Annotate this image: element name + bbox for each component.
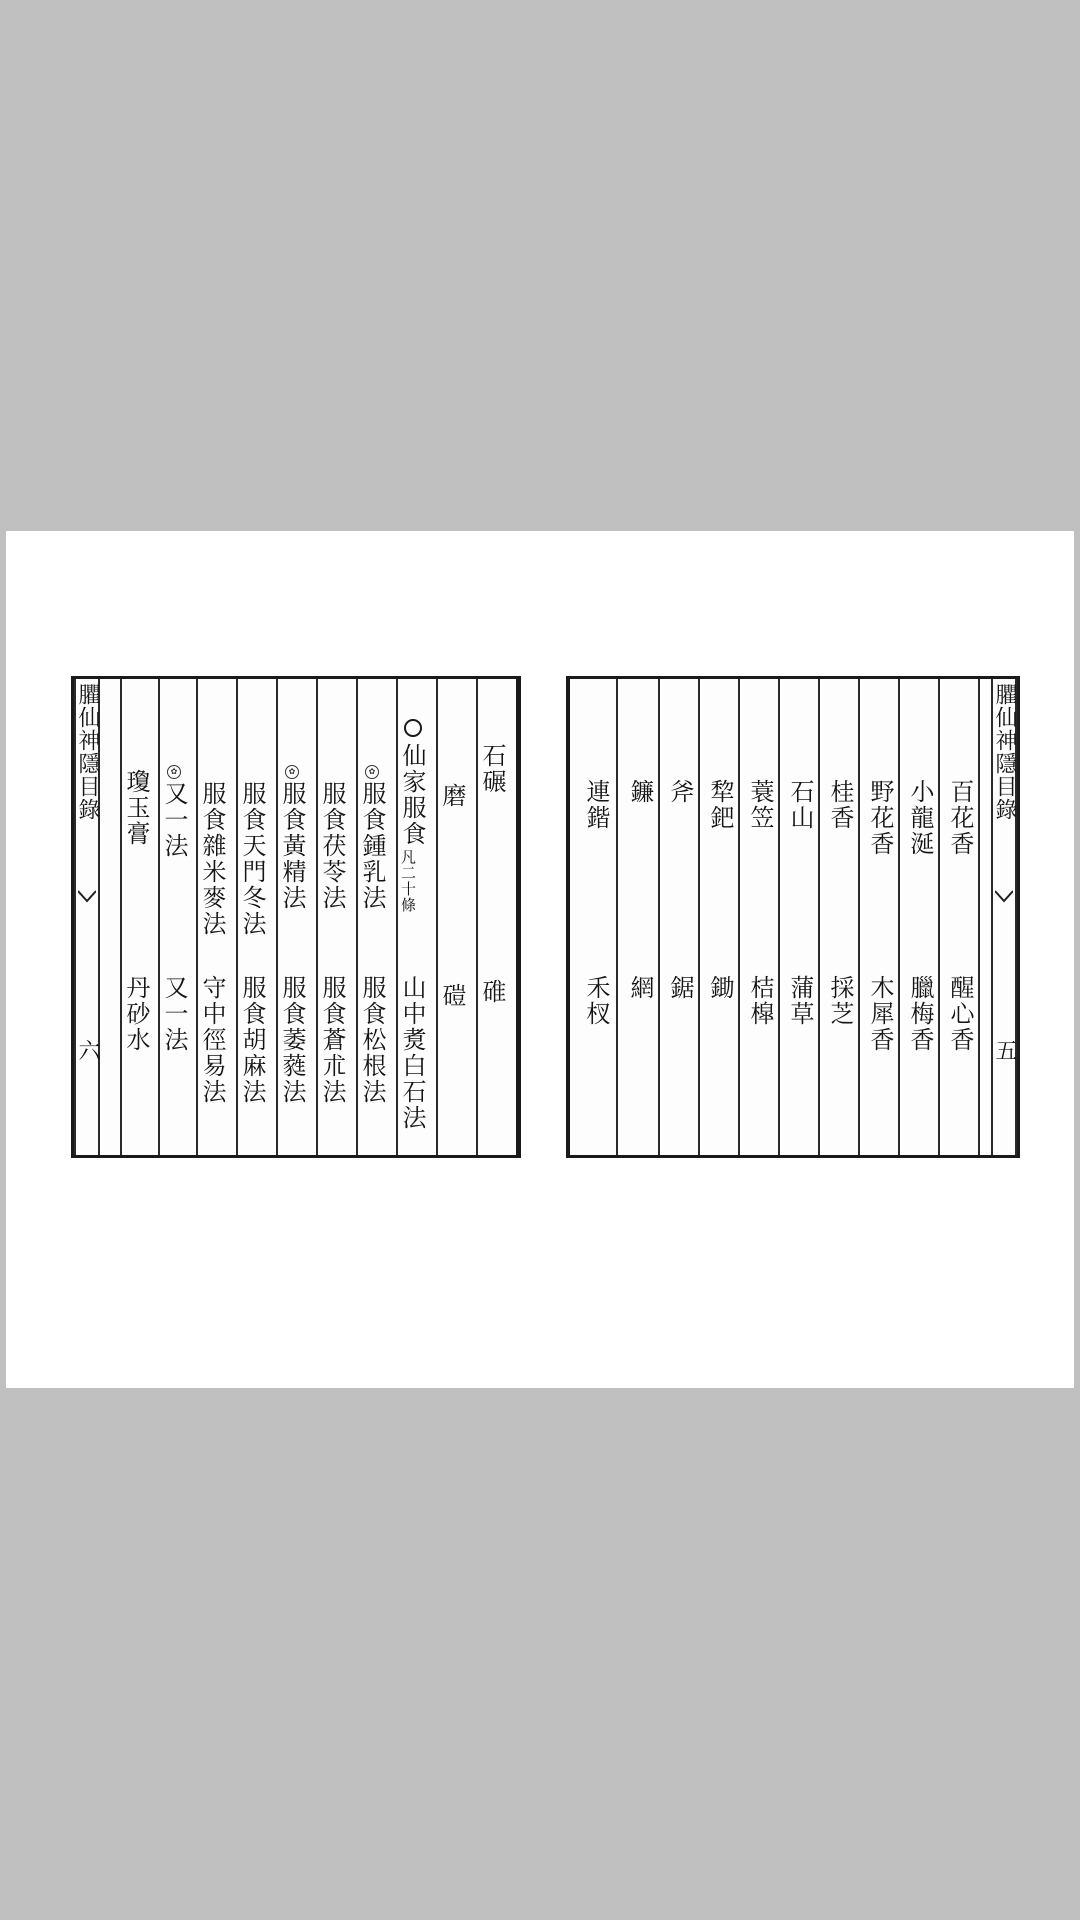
entry-upper: 斧 <box>666 779 694 805</box>
entry-upper: 服食雜米麥法 <box>198 781 226 937</box>
left-page-fold-margin <box>74 679 100 1155</box>
entry-upper: 百花香 <box>946 779 974 857</box>
entry-lower: 又一法 <box>160 975 188 1053</box>
margin-title: 臞仙神隱目錄 <box>992 683 1017 821</box>
right-page-fold-margin <box>991 679 1017 1155</box>
entry-lower: 服食蒼朮法 <box>318 975 346 1105</box>
column-rule <box>858 679 860 1155</box>
column-rule <box>436 679 438 1155</box>
entry-lower: 服食松根法 <box>358 975 386 1105</box>
entry-upper: 野花香 <box>866 779 894 857</box>
entry-upper: 又一法 <box>160 781 188 859</box>
flower-mark: ✿ <box>167 765 181 779</box>
entry-lower: 服食胡麻法 <box>238 975 266 1105</box>
entry-lower: 丹砂水 <box>122 975 150 1053</box>
left-page <box>71 676 521 1158</box>
column-rule <box>658 679 660 1155</box>
entry-lower: 守中徑易法 <box>198 975 226 1105</box>
entry-upper: 服食茯苓法 <box>318 781 346 911</box>
entry-lower: 網 <box>626 975 654 1001</box>
column-rule <box>818 679 820 1155</box>
entry-upper: 連鍇 <box>582 779 610 831</box>
entry-lower: 採芝 <box>826 975 854 1027</box>
entry-lower: 木犀香 <box>866 975 894 1053</box>
entry-lower: 山中煑白石法 <box>398 975 426 1131</box>
entry-upper: 小龍涎 <box>906 779 934 857</box>
column-rule <box>616 679 618 1155</box>
entry-upper: 服食天門冬法 <box>238 781 266 937</box>
section-note: 凡二十條 <box>399 849 417 913</box>
scanned-spread <box>6 531 1074 1388</box>
column-rule <box>898 679 900 1155</box>
flower-mark: ✿ <box>365 765 379 779</box>
entry-upper: 服食鍾乳法 <box>358 781 386 911</box>
entry-lower: 臘梅香 <box>906 975 934 1053</box>
entry-upper: 犂鈀 <box>706 779 734 831</box>
section-circle-marker <box>404 719 422 737</box>
fish-tail-mark <box>78 889 96 903</box>
entry-lower: 蒲草 <box>786 975 814 1027</box>
margin-page-number: 五 <box>992 1039 1017 1062</box>
fish-tail-mark <box>995 889 1013 903</box>
entry-lower: 鋤 <box>706 975 734 1001</box>
entry-upper: 瓊玉膏 <box>122 769 150 847</box>
column-rule <box>778 679 780 1155</box>
entry-lower: 禾杈 <box>582 975 610 1027</box>
column-rule <box>120 679 122 1155</box>
entry-lower: 醒心香 <box>946 975 974 1053</box>
entry-upper: 鐮 <box>626 779 654 805</box>
flower-mark: ✿ <box>285 765 299 779</box>
entry-lower: 磑 <box>438 983 466 1009</box>
entry-upper: 桂香 <box>826 779 854 831</box>
entry-lower: 桔槹 <box>746 975 774 1027</box>
margin-title: 臞仙神隱目錄 <box>75 683 100 821</box>
entry-lower: 鋸 <box>666 975 694 1001</box>
entry-upper: 石碾 <box>478 743 506 795</box>
entry-lower: 碓 <box>478 979 506 1005</box>
column-rule <box>738 679 740 1155</box>
column-rule <box>698 679 700 1155</box>
margin-page-number: 六 <box>75 1039 100 1062</box>
column-rule <box>158 679 160 1155</box>
column-rule <box>978 679 980 1155</box>
column-rule <box>938 679 940 1155</box>
entry-upper: 蓑笠 <box>746 779 774 831</box>
right-page <box>566 676 1020 1158</box>
entry-lower: 服食萎蕤法 <box>278 975 306 1105</box>
entry-upper: 石山 <box>786 779 814 831</box>
entry-upper: 服食黃精法 <box>278 781 306 911</box>
entry-upper: 磨 <box>438 783 466 809</box>
section-heading: 仙家服食 <box>398 743 426 847</box>
